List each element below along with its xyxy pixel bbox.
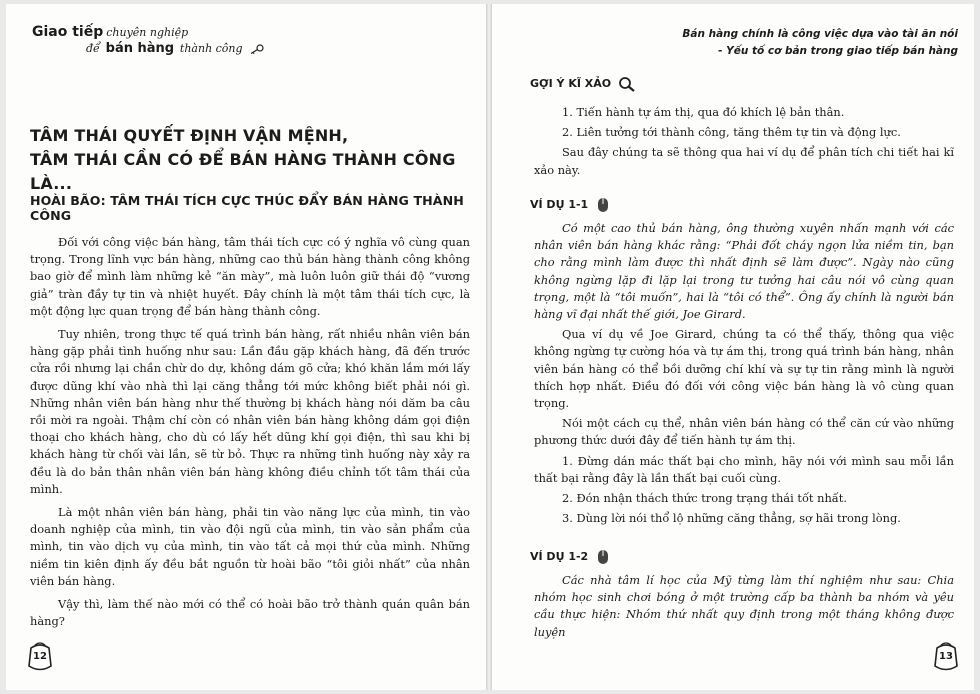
page-number: 12 — [33, 651, 47, 662]
header-right-line-1: Bán hàng chính là công việc dựa vào tài ăn nói — [682, 28, 958, 40]
example-2-block — [534, 572, 954, 644]
header-line-2 — [86, 41, 264, 56]
right-page — [492, 4, 974, 690]
chapter-title-line-2: TÂM THÁI CẦN CÓ ĐỂ BÁN HÀNG THÀNH CÔNG LÀ... — [30, 150, 456, 193]
section-title: HOÀI BÃO: TÂM THÁI TÍCH CỰC THÚC ĐẨY BÁN HÀNG THÀNH CÔNG — [30, 193, 464, 223]
left-page — [6, 4, 486, 690]
page-number-badge-right — [932, 642, 960, 672]
example-2-story: Các nhà tâm lí học của Mỹ từng làm thí nghiệm như sau: Chia nhóm học sinh chơi bóng ở một trường cấp ba thành ba nhóm và yêu cầu thực hiện: Nhóm thứ nhất quy định trong một tháng không được luyện — [534, 573, 954, 639]
left-body-text — [30, 234, 470, 636]
tip-item: 1. Tiến hành tự ám thị, qua đó khích lệ bản thân. — [562, 105, 845, 119]
running-header-right — [682, 26, 958, 60]
header-bold-text-2: bán hàng — [105, 41, 175, 56]
example-1-list-item: 1. Đừng dán mác thất bại cho mình, hãy nói với mình sau mỗi lần thất bại rằng đây là lần thất bại cuối cùng. — [534, 453, 954, 485]
tips-follow-text: Sau đây chúng ta sẽ thông qua hai ví dụ để phân tích chi tiết hai kĩ xảo này. — [534, 145, 954, 177]
tips-block — [534, 104, 954, 182]
header-bold-text: Giao tiếp — [32, 24, 104, 40]
example-2-heading — [530, 548, 610, 566]
example-1-block — [534, 220, 954, 530]
example-2-heading-text: VÍ DỤ 1-2 — [530, 550, 589, 563]
tips-heading — [530, 76, 636, 92]
header-script-text-a: để — [86, 42, 100, 55]
paragraph: Đối với công việc bán hàng, tâm thái tích cực có ý nghĩa vô cùng quan trọng. Trong lĩnh vực bán hàng, những cao thủ bán hàng thành công không bao giờ để mình làm những kẻ “ăn mày”, mà luôn luôn giữ thái độ “vương giả” tràn đầy tự tin và nhiệt huyết. Đây chính là một tâm thái tích cực, là một động lực quan trọng để bán hàng thành công. — [30, 235, 470, 318]
chapter-title-line-1: TÂM THÁI QUYẾT ĐỊNH VẬN MỆNH, — [30, 126, 349, 145]
mouse-icon — [596, 548, 610, 566]
tips-heading-text: GỢI Ý KĨ XẢO — [530, 77, 612, 90]
key-icon — [250, 44, 264, 54]
page-number-badge-left — [26, 642, 54, 672]
header-line-1 — [32, 24, 264, 40]
example-1-heading — [530, 196, 610, 214]
paragraph: Là một nhân viên bán hàng, phải tin vào năng lực của mình, tin vào doanh nghiệp của mình, tin vào đội ngũ của mình, tin vào sản phẩm của mình, tin vào dịch vụ của mình, tin vào tất cả mọi thứ của mình. Những niềm tin kiên định ấy đều bắt nguồn từ hoài bão “tôi giỏi nhất” của nhân viên bán hàng. — [30, 505, 470, 588]
paragraph: Tuy nhiên, trong thực tế quá trình bán hàng, rất nhiều nhân viên bán hàng gặp phải tình huống như sau: Lần đầu gặp khách hàng, đã đến trước cửa rồi nhưng lại chần chừ do dự, không dám gõ cửa; khó khăn lắm mới lấy được dũng khí vào nhà thì lại căng thẳng tới mức không biết phải nói gì. Những nhân viên bán hàng như thế thường bị khách hàng nói dăm ba câu rồi mời ra ngoài. Thậm chí còn có nhân viên bán hàng không dám gọi điện thoại cho khách hàng, cho dù có lấy hết dũng khí gọi điện, thì sau khi bị khách hàng từ chối vài lần, sẽ từ bỏ. Thực ra những tình huống này xảy ra đều là do bản thân nhân viên bán hàng không điều chỉnh tốt tâm thái của mình. — [30, 327, 470, 496]
example-1-list-item: 3. Dùng lời nói thổ lộ những căng thẳng, sợ hãi trong lòng. — [562, 511, 901, 526]
mouse-icon — [596, 196, 610, 214]
header-right-line-2: - Yếu tố cơ bản trong giao tiếp bán hàng — [718, 45, 958, 57]
example-1-intro: Nói một cách cụ thể, nhân viên bán hàng có thể căn cứ vào những phương thức dưới đây để tiến hành tự ám thị. — [534, 416, 954, 448]
paragraph: Vậy thì, làm thế nào mới có thể có hoài bão trở thành quán quân bán hàng? — [30, 597, 470, 629]
example-1-story: Có một cao thủ bán hàng, ông thường xuyên nhấn mạnh với các nhân viên bán hàng khác rằng: “Phải đốt cháy ngọn lửa niềm tin, bạn cho rằng mình làm được thì nhất định sẽ làm được”. Ngày nào cũng không ngừng lặp đi lặp lại trong tư tưởng hai câu nói vô cùng quan trọng, một là “tôi muốn”, hai là “tôi có thể”. Ông ấy chính là người bán hàng vĩ đại nhất thế giới, Joe Girard. — [534, 221, 954, 322]
example-1-analysis: Qua ví dụ về Joe Girard, chúng ta có thể thấy, thông qua việc không ngừng tự cường hóa và tự ám thị, trong quá trình bán hàng, nhân viên bán hàng có thể bồi dưỡng chí khí và sự tự tin rằng mình là người thích hợp nhất. Điều đó đối với công việc bán hàng là vô cùng quan trọng. — [534, 327, 954, 411]
header-script-text-b: thành công — [179, 42, 243, 55]
magnifier-icon — [618, 76, 636, 92]
tip-item: 2. Liên tưởng tới thành công, tăng thêm tự tin và động lực. — [562, 125, 901, 140]
example-1-heading-text: VÍ DỤ 1-1 — [530, 198, 589, 211]
header-script-text: chuyên nghiệp — [106, 26, 189, 39]
page-number: 13 — [939, 651, 953, 662]
example-1-list-item: 2. Đón nhận thách thức trong trạng thái tốt nhất. — [562, 491, 847, 506]
running-header-left — [32, 24, 264, 56]
chapter-title — [30, 124, 460, 196]
